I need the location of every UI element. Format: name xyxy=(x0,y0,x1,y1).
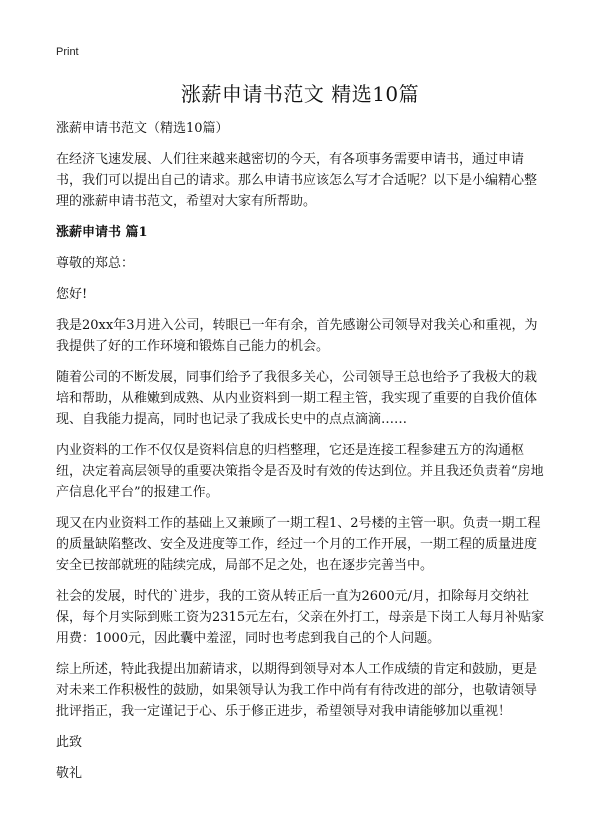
closing-line: 敬礼 xyxy=(56,766,83,781)
section-heading: 涨薪申请书 篇1 xyxy=(56,225,148,240)
body-paragraph: 我是20xx年3月进入公司，转眼已一年有余，首先感谢公司领导对我关心和重视，为我提供了好的工作环境和锻炼自己能力的机会。 xyxy=(56,318,538,354)
intro-paragraph: 在经济飞速发展、人们往来越来越密切的今天，有各项事务需要申请书，通过申请书，我们可以提出自己的请求。那么申请书应该怎么写才合适呢？以下是小编精心整理的涨薪申请书范文，希望对大家有所帮助。 xyxy=(56,152,538,209)
body-paragraph: 随着公司的不断发展，同事们给予了我很多关心，公司领导王总也给予了我极大的栽培和帮助，从稚嫩到成熟、从内业资料到一期工程主管，我实现了重要的自我价值体现、自我能力提高，同时也记录了我成长史中的点点滴滴…… xyxy=(56,370,538,427)
body-paragraph: 现又在内业资料工作的基础上又兼顾了一期工程1、2号楼的主管一职。负责一期工程的质量缺陷整改、安全及进度等工作，经过一个月的工作开展，一期工程的质量进度安全已按部就班的陆续完成，局部不足之处，也在逐步完善当中。 xyxy=(56,516,541,573)
closing-line: 此致 xyxy=(56,735,83,750)
page-title: 涨薪申请书范文 精选10篇 xyxy=(180,82,420,106)
body-paragraph: 社会的发展，时代的`进步，我的工资从转正后一直为2600元/月，扣除每月交纳社保，每个月实际到账工资为2315元左右，父亲在外打工，母亲是下岗工人每月补贴家用费：1000元，因此囊中羞涩，同时也考虑到我自己的个人问题。 xyxy=(56,589,545,646)
body-paragraph: 内业资料的工作不仅仅是资料信息的归档整理，它还是连接工程参建五方的沟通枢纽，决定着高层领导的重要决策指令是否及时有效的传达到位。并且我还负责着“房地产信息化平台”的报建工作。 xyxy=(56,443,544,500)
print-link[interactable]: Print xyxy=(56,46,79,58)
salutation: 尊敬的郑总： xyxy=(56,256,135,271)
greeting: 您好! xyxy=(56,287,88,302)
body-paragraph: 综上所述，特此我提出加薪请求，以期得到领导对本人工作成绩的肯定和鼓励，更是对未来工作积极性的鼓励，如果领导认为我工作中尚有有待改进的部分，也敬请领导批评指正，我一定谨记于心、乐于修正进步，希望领导对我申请能够加以重视！ xyxy=(56,662,538,719)
document-subtitle: 涨薪申请书范文（精选10篇） xyxy=(56,121,229,136)
document-body xyxy=(56,118,546,794)
